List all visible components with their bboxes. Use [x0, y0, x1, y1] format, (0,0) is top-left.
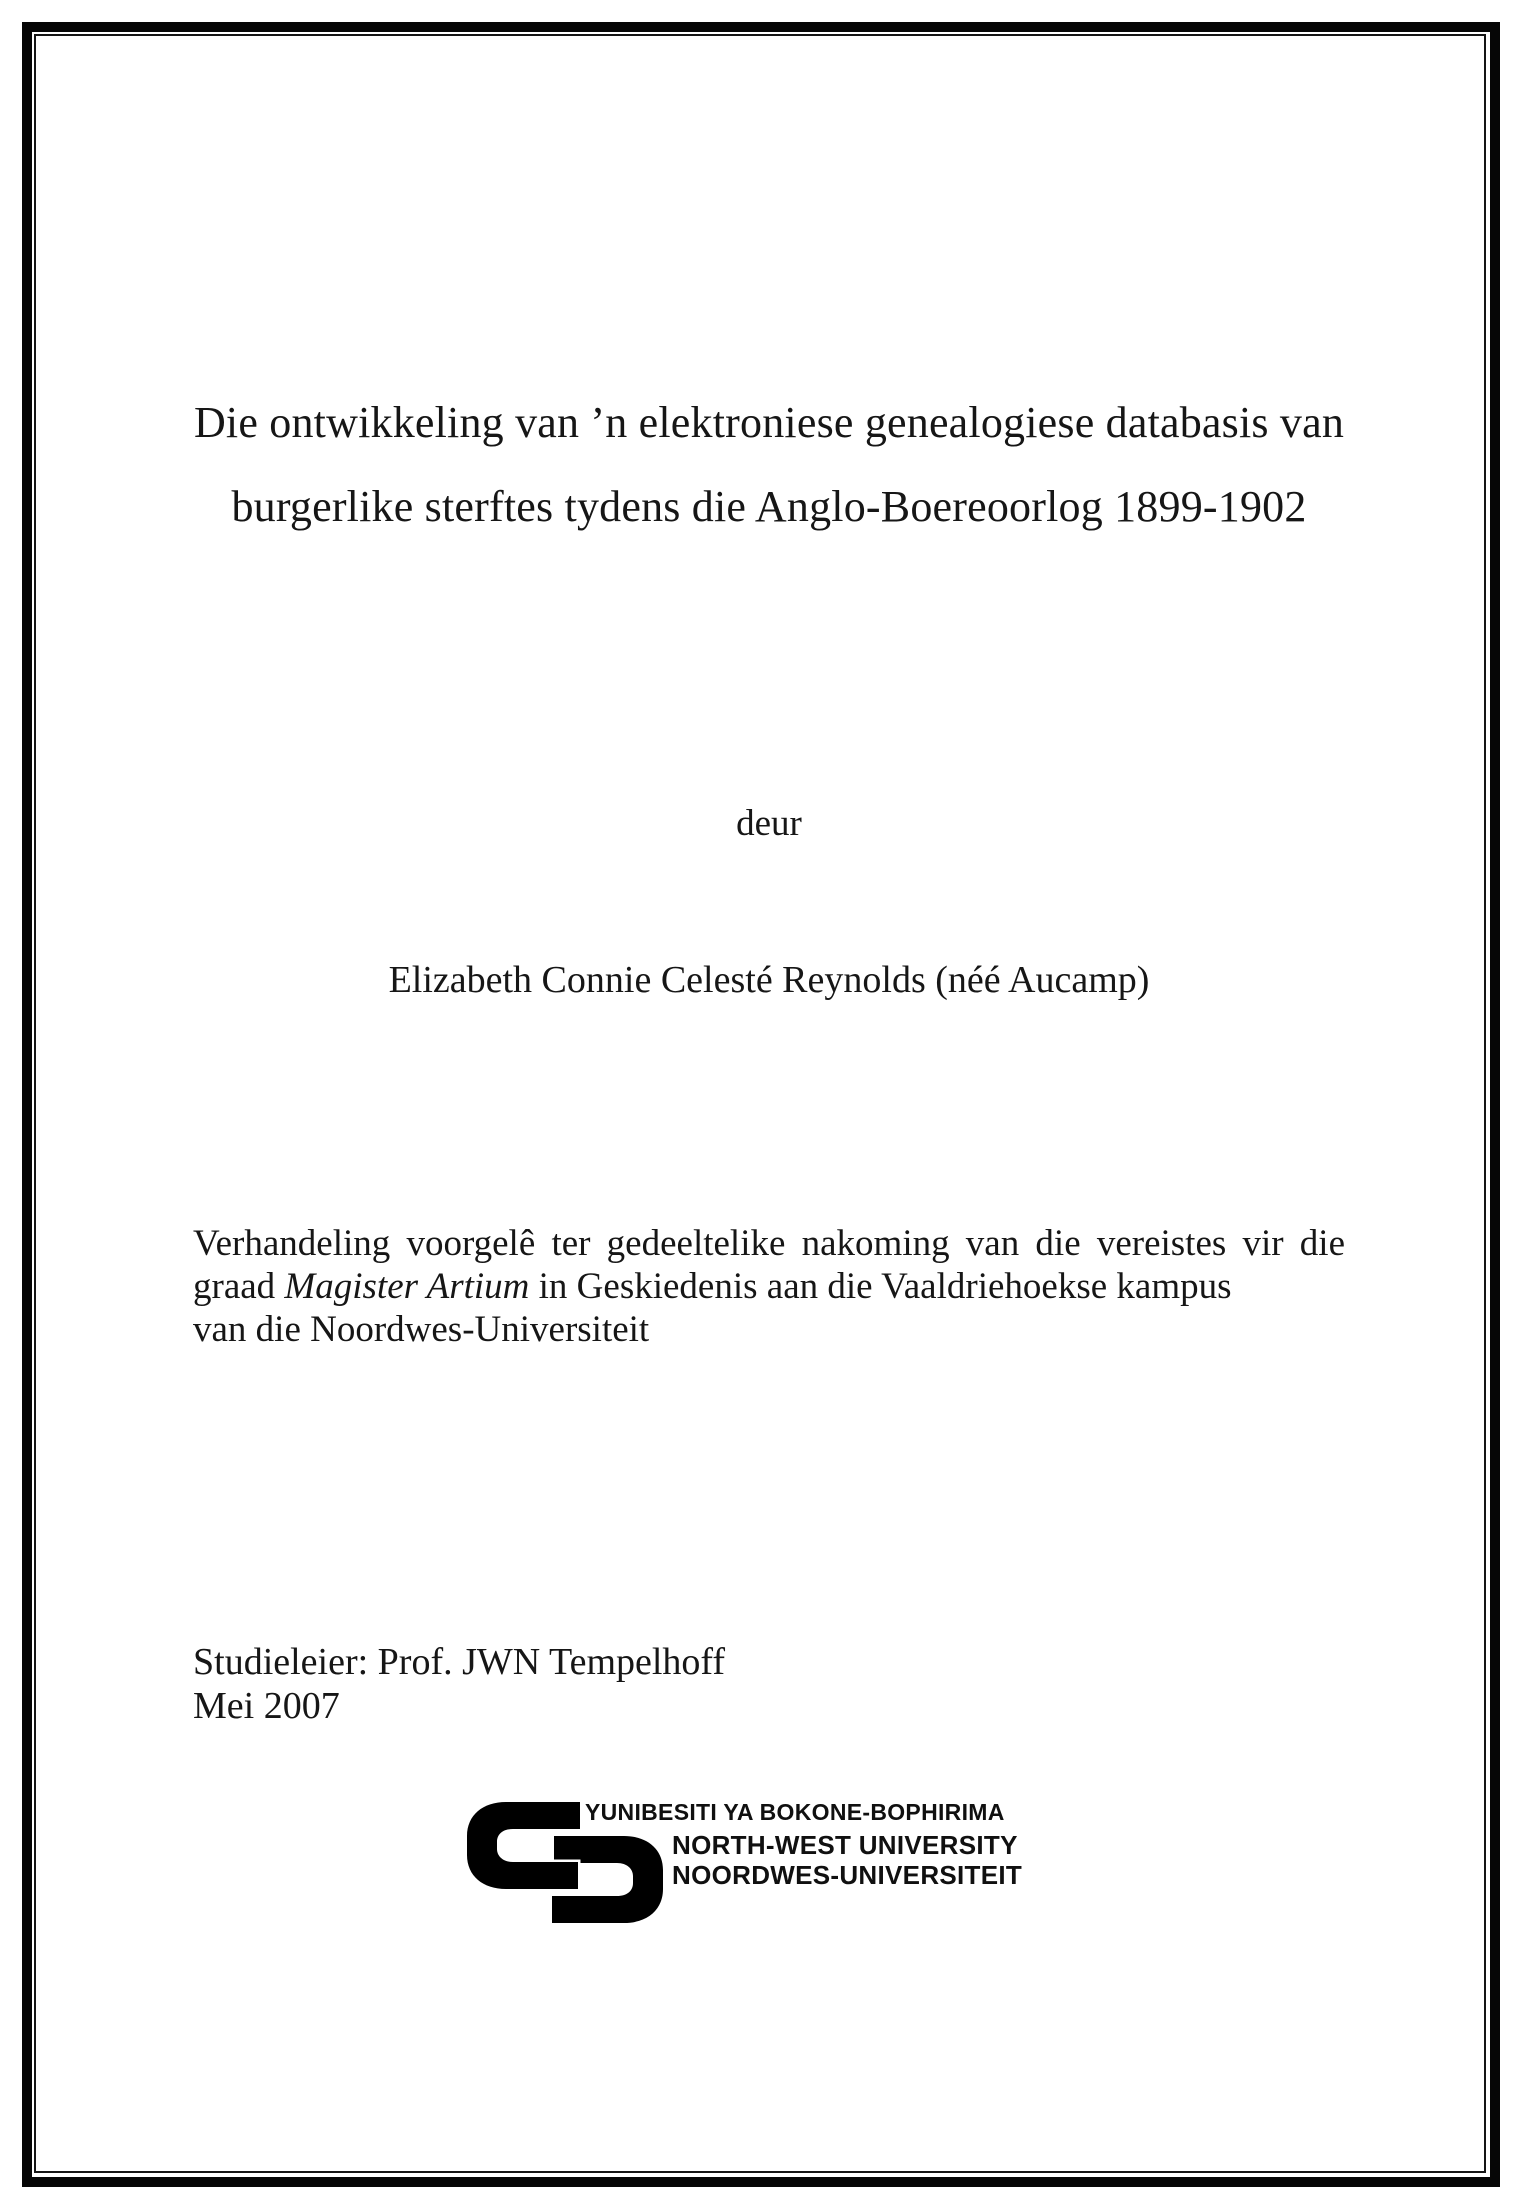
author-name: Elizabeth Connie Celesté Reynolds (néé Aucamp) [388, 959, 1150, 1001]
degree-statement-line3: van die Noordwes-Universiteit [193, 1309, 650, 1350]
thesis-title-line2: burgerlike sterftes tydens die Anglo-Boereoorlog 1899-1902 [231, 482, 1307, 531]
supervisor-block [193, 1640, 1345, 1728]
degree-statement-line2 [193, 1265, 1345, 1308]
thesis-title-line1: Die ontwikkeling van ’n elektroniese genealogiese databasis van [193, 398, 1345, 447]
degree-statement [193, 1222, 1345, 1351]
degree-statement-line2-post: in Geskiedenis aan die Vaaldriehoekse kampus [529, 1266, 1232, 1307]
thesis-title [193, 381, 1345, 549]
logo-text-afrikaans: NOORDWES-UNIVERSITEIT [672, 1860, 1023, 1890]
logo-text-english: NORTH-WEST UNIVERSITY [672, 1830, 1018, 1860]
degree-name-italic: Magister Artium [284, 1266, 530, 1307]
degree-statement-line1: Verhandeling voorgelê ter gedeeltelike nakoming van die vereistes vir die [193, 1223, 1345, 1264]
logo-text-setswana: YUNIBESITI YA BOKONE-BOPHIRIMA [585, 1799, 1005, 1825]
date-line: Mei 2007 [193, 1685, 340, 1727]
degree-statement-line2-pre: graad [193, 1266, 285, 1307]
byline-label: deur [736, 803, 802, 844]
supervisor-line: Studieleier: Prof. JWN Tempelhoff [193, 1641, 726, 1683]
